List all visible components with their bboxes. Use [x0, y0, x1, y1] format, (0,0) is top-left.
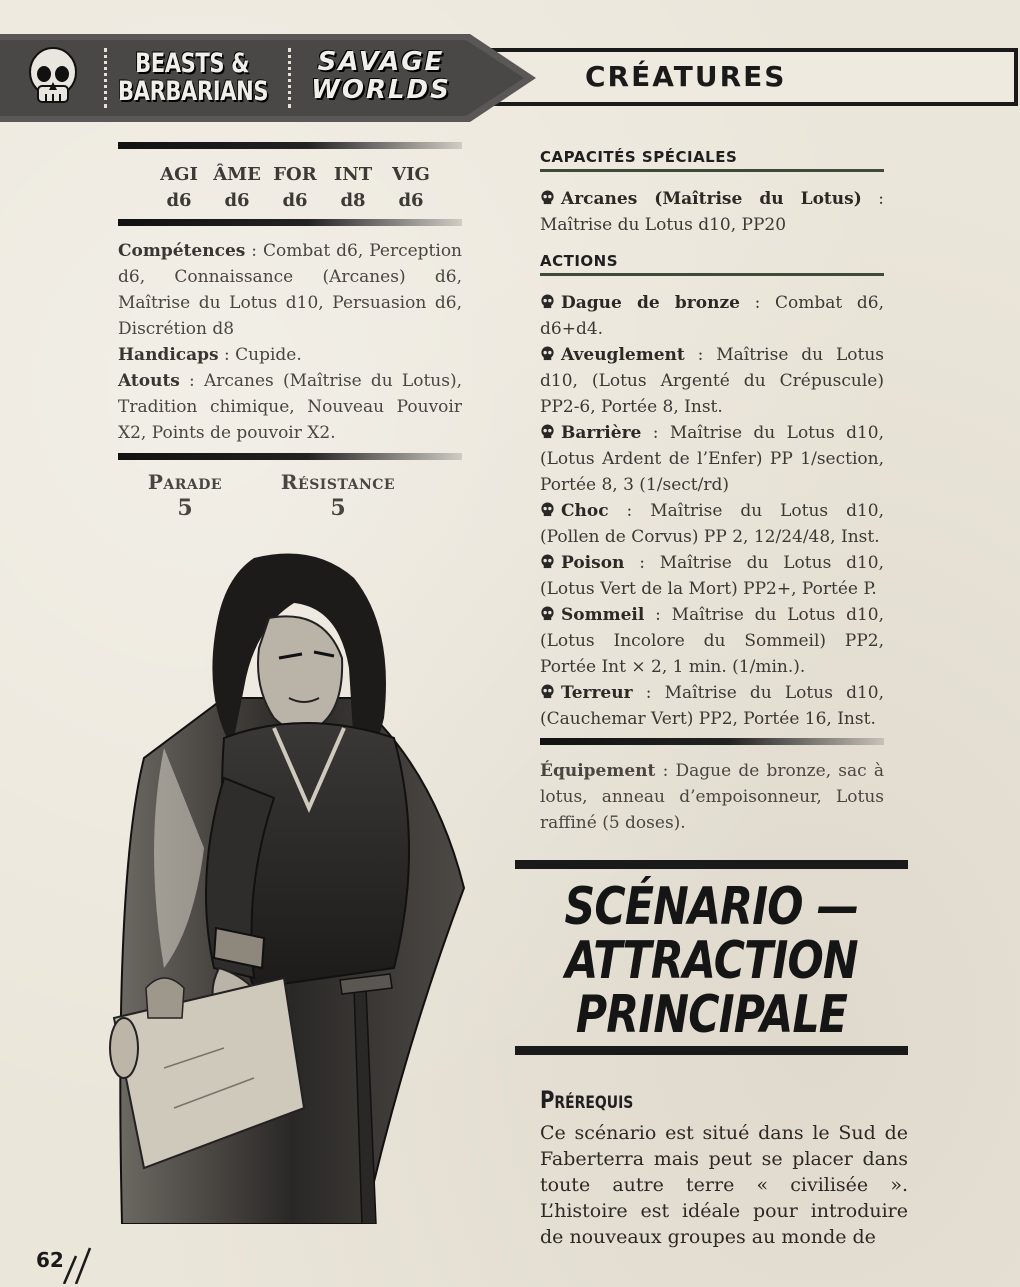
parade-label: Parade	[147, 470, 223, 494]
action-entry	[540, 420, 884, 498]
scenario-title-bar-top	[515, 860, 908, 869]
special-ability-entry	[540, 186, 884, 238]
skull-bullet-icon	[540, 606, 555, 621]
action-name: Poison	[561, 553, 625, 573]
skull-bullet-icon	[540, 502, 555, 517]
action-name: Choc	[561, 501, 609, 521]
equipment-label: Équipement	[540, 761, 656, 781]
header-divider	[288, 48, 291, 108]
ability-text: : Maîtrise du Lotus d10, PP20	[540, 189, 884, 235]
scenario-title-line: PRINCIPALE	[575, 985, 848, 1045]
ability-name: Arcanes (Maîtrise du Lotus)	[561, 189, 862, 209]
action-entry	[540, 680, 884, 732]
parade-block	[135, 470, 235, 522]
skull-logo-icon	[24, 46, 82, 108]
scenario-title-line: ATTRACTION	[565, 931, 858, 991]
action-name: Barrière	[561, 423, 642, 443]
special-abilities-heading: CAPACITÉS SPÉCIALES	[540, 148, 884, 172]
handicaps-text: : Cupide.	[218, 345, 302, 365]
action-entry	[540, 342, 884, 420]
savage-worlds-logo	[306, 48, 456, 104]
action-text: : Maîtrise du Lotus d10, (Pollen de Corvus) PP 2, 12/24/48, Inst.	[540, 501, 884, 547]
scenario-title-line: SCÉNARIO —	[564, 877, 859, 937]
chapter-title: CRÉATURES	[585, 60, 787, 93]
action-name: Sommeil	[561, 605, 645, 625]
action-name: Terreur	[561, 683, 633, 703]
stat-rule-mid	[118, 219, 462, 226]
logo-right-text: SAVAGE WORLDS	[311, 47, 451, 105]
competences-label: Compétences	[118, 241, 246, 261]
resistance-block	[268, 470, 408, 522]
action-name: Aveuglement	[561, 345, 685, 365]
attribute-label: ÂME	[213, 164, 261, 185]
attribute-value: d6	[282, 190, 308, 211]
attribute-values-row	[150, 188, 440, 214]
attribute-table	[150, 162, 440, 214]
skull-bullet-icon	[540, 294, 555, 309]
attribute-value: d6	[224, 190, 250, 211]
scenario-title-bar-bottom	[515, 1046, 908, 1055]
skull-bullet-icon	[540, 346, 555, 361]
skills-block	[118, 238, 462, 446]
special-abilities-list	[540, 186, 884, 238]
scenario-title	[550, 877, 872, 1045]
attribute-label: FOR	[273, 164, 317, 185]
attribute-value: d8	[340, 190, 366, 211]
attribute-labels-row	[150, 162, 440, 188]
stat-rule-top	[118, 142, 462, 149]
atouts-text: : Arcanes (Maîtrise du Lotus), Tradition chimique, Nouveau Pouvoir X2, Points de pouvoir X2.	[118, 371, 462, 443]
prerequisites-heading: Prérequis	[540, 1086, 634, 1114]
actions-list	[540, 290, 884, 732]
resistance-value: 5	[330, 495, 346, 521]
competences-text: : Combat d6, Perception d6, Connaissance (Arcanes) d6, Maîtrise du Lotus d10, Persuasion d6, Discrétion d8	[118, 241, 462, 339]
atouts-paragraph	[118, 368, 462, 446]
handicaps-label: Handicaps	[118, 345, 219, 365]
action-text: : Maîtrise du Lotus d10, (Lotus Vert de la Mort) PP2+, Portée P.	[540, 553, 884, 599]
stat-rule-bottom	[118, 453, 462, 460]
equipment-text: : Dague de bronze, sac à lotus, anneau d’empoisonneur, Lotus raffiné (5 doses).	[540, 761, 884, 833]
action-entry	[540, 498, 884, 550]
action-entry	[540, 602, 884, 680]
scenario-body: Ce scénario est situé dans le Sud de Faberterra mais peut se placer dans toute autre terre « civilisée ». L’histoire est idéale pour introduire de nouveaux groupes au monde de	[540, 1122, 908, 1248]
parade-value: 5	[177, 495, 193, 521]
action-text: : Combat d6, d6+d4.	[540, 293, 884, 339]
action-entry	[540, 290, 884, 342]
attribute-value: d6	[166, 190, 192, 211]
page-number: 62	[36, 1248, 64, 1272]
action-text: : Maîtrise du Lotus d10, (Lotus Argenté du Crépuscule) PP2-6, Portée 8, Inst.	[540, 345, 884, 417]
action-entry	[540, 550, 884, 602]
page-slash-icon	[56, 1244, 96, 1284]
attribute-label: VIG	[392, 164, 430, 185]
skull-bullet-icon	[540, 684, 555, 699]
atouts-label: Atouts	[118, 371, 180, 391]
competences-paragraph	[118, 238, 462, 342]
action-name: Dague de bronze	[561, 293, 740, 313]
resistance-label: Résistance	[280, 470, 396, 494]
skull-bullet-icon	[540, 424, 555, 439]
action-text: : Maîtrise du Lotus d10, (Lotus Ardent de l’Enfer) PP 1/section, Portée 8, 3 (1/sect/rd)	[540, 423, 884, 495]
handicaps-paragraph	[118, 342, 462, 368]
action-text: : Maîtrise du Lotus d10, (Cauchemar Vert) PP2, Portée 16, Inst.	[540, 683, 884, 729]
skull-bullet-icon	[540, 554, 555, 569]
equipment-rule	[540, 738, 884, 745]
header-divider	[104, 48, 107, 108]
logo-left-text: BEASTS & BARBARIANS	[118, 48, 269, 107]
beasts-barbarians-logo	[118, 48, 269, 107]
attribute-label: INT	[333, 164, 373, 185]
actions-heading: ACTIONS	[540, 252, 884, 276]
sorcerer-illustration	[104, 548, 474, 1224]
attribute-value: d6	[398, 190, 424, 211]
action-text: : Maîtrise du Lotus d10, (Lotus Incolore du Sommeil) PP2, Portée Int × 2, 1 min. (1/min.).	[540, 605, 884, 677]
skull-bullet-icon	[540, 190, 555, 205]
equipment-block	[540, 758, 884, 836]
attribute-label: AGI	[160, 164, 198, 185]
